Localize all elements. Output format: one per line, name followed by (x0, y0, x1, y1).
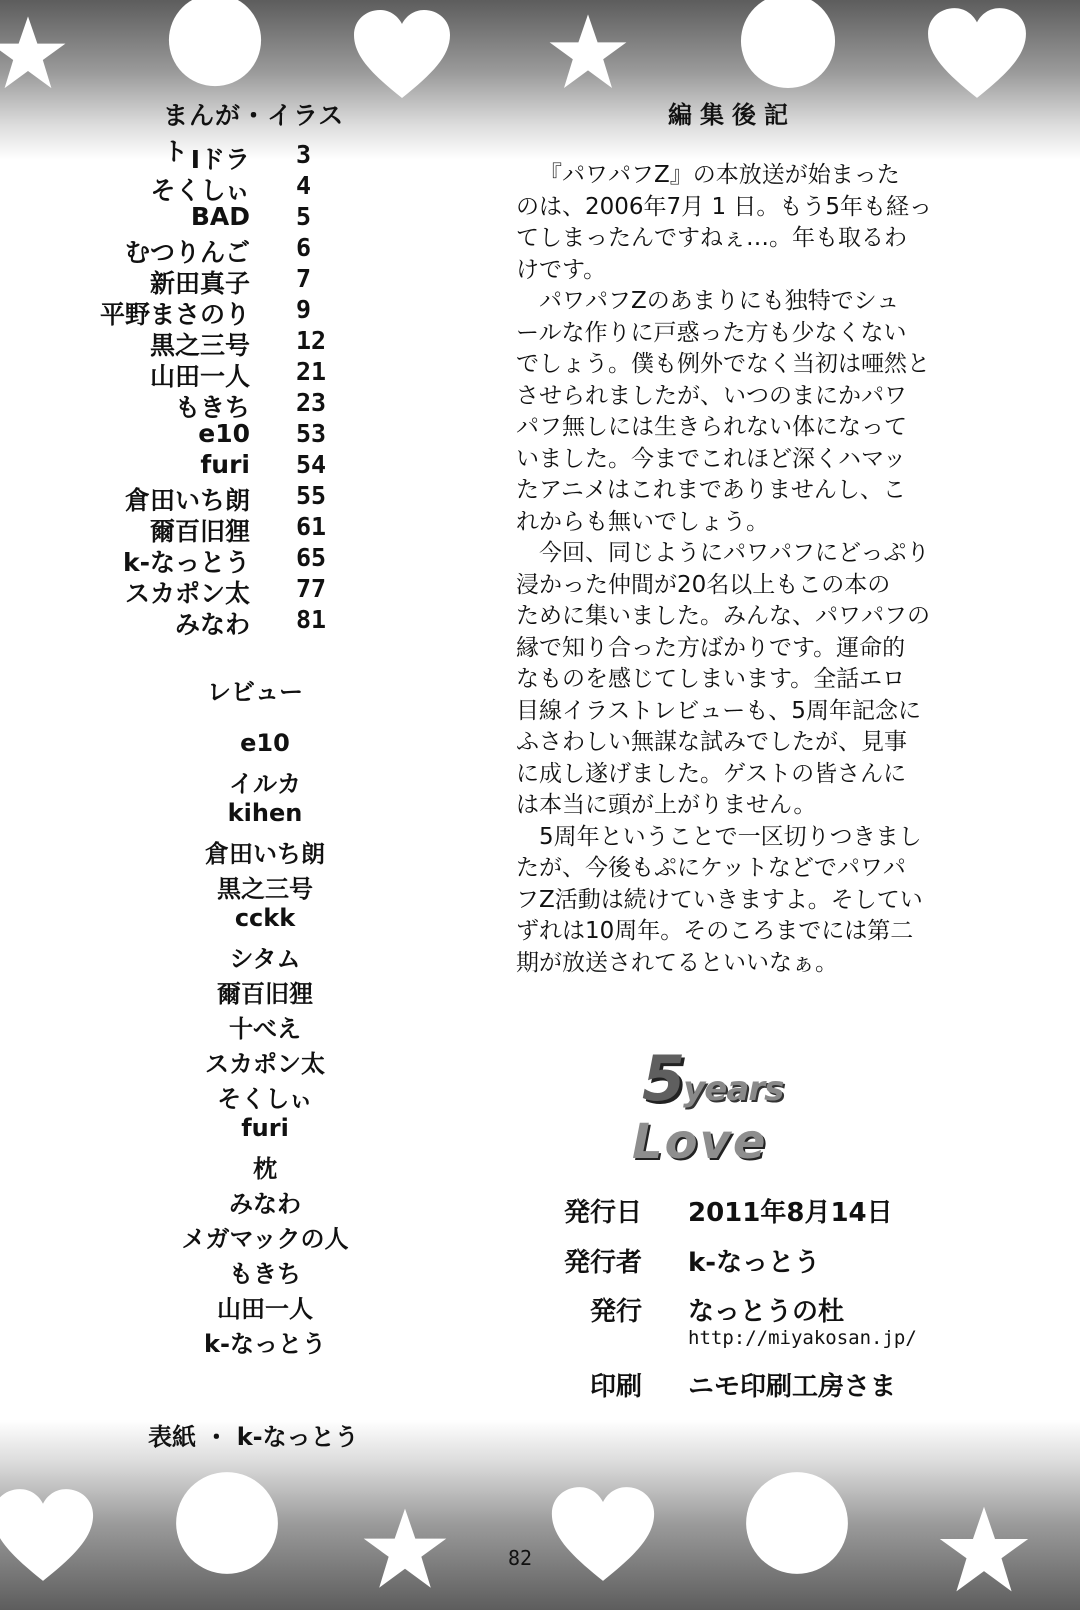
review-item: furi (241, 1114, 289, 1142)
credit-name: e10 (198, 419, 250, 448)
credit-row (70, 326, 340, 360)
issuer-label: 発行 (589, 1297, 642, 1327)
credit-name: そくしぃ (150, 176, 250, 205)
credit-name: 新田真子 (149, 269, 250, 298)
afterword-paragraph: 5周年ということで一区切りつきまし たが、今後もぷにケットなどでパワパ フZ活動は続けていきますよ。そしてい ずれは10周年。そのころまでには第二 期が放送されてるといいなぁ。 (516, 823, 923, 976)
cover-credit: 表紙 ・ k-なっとう (148, 1423, 359, 1451)
credit-page: 77 (296, 574, 327, 603)
credit-page: 3 (296, 140, 312, 169)
review-item: みなわ (229, 1190, 301, 1218)
heart-icon (926, 6, 1028, 100)
star-icon (0, 14, 68, 92)
review-item: そくしぃ (217, 1085, 313, 1113)
publisher-value: k-なっとう (688, 1248, 821, 1278)
credit-row (70, 357, 340, 391)
colophon-issuer-row (540, 1291, 970, 1327)
review-item: 枕 (253, 1155, 277, 1183)
credit-page: 23 (296, 388, 327, 417)
heart-icon (0, 1487, 96, 1583)
credit-row (70, 171, 340, 205)
date-value: 2011年8月14日 (688, 1198, 893, 1228)
review-item: 十べえ (229, 1015, 301, 1043)
credit-name: 黒之三号 (149, 331, 250, 360)
heart-icon (352, 8, 452, 100)
credit-name: 爾百旧狸 (149, 517, 250, 546)
review-item: 黒之三号 (217, 875, 313, 903)
credit-page: 12 (296, 326, 327, 355)
credit-name: 山田一人 (149, 362, 250, 391)
review-item: kihen (227, 799, 303, 827)
colophon-printer-row (540, 1366, 970, 1402)
review-item: メガマックの人 (181, 1225, 349, 1253)
credit-name: BAD (190, 202, 250, 231)
logo-word: years (683, 1069, 784, 1109)
credit-row (70, 233, 340, 267)
credit-row (70, 295, 340, 329)
logo-word-love: Love (632, 1114, 768, 1170)
review-item: k-なっとう (204, 1330, 326, 1358)
five-years-love-logo (632, 1042, 862, 1178)
credit-name: 平野まさのり (99, 300, 250, 329)
date-label: 発行日 (563, 1198, 642, 1228)
colophon-date-row (540, 1192, 970, 1228)
review-item: もきち (229, 1260, 301, 1288)
publisher-label: 発行者 (563, 1248, 642, 1278)
credit-row (70, 574, 340, 608)
afterword-heading: 編集後記 (668, 101, 796, 129)
credit-name: スカポン太 (124, 579, 250, 608)
afterword-paragraph: 『パワパフZ』の本放送が始まった のは、2006年7月 1 日。もう5年も経っ てしまったんですねぇ…。年も取るわ けです。 (516, 162, 933, 283)
credit-name: Iドラ (190, 145, 250, 174)
printer-label: 印刷 (589, 1372, 642, 1402)
credit-page: 54 (296, 450, 327, 479)
credit-page: 53 (296, 419, 327, 448)
afterword-body (516, 160, 976, 979)
star-icon (546, 12, 630, 92)
credit-page: 65 (296, 543, 327, 572)
credits-heading: まんが・イラスト (163, 101, 345, 166)
credit-name: みなわ (174, 610, 250, 639)
logo-top-line (642, 1042, 784, 1115)
credit-name: furi (200, 450, 250, 479)
top-decor-band (0, 0, 1080, 160)
circle-icon (172, 1470, 282, 1576)
star-icon (934, 1504, 1034, 1596)
credit-page: 7 (296, 264, 312, 293)
circle-icon (163, 0, 267, 88)
credit-row (70, 388, 340, 422)
review-item: 倉田いち朗 (205, 840, 325, 868)
credit-row (70, 450, 340, 480)
credit-page: 81 (296, 605, 327, 634)
afterword-paragraph: パワパフZのあまりにも独特でシュ ールな作りに戸惑った方も少なくない でしょう。僕も例外でなく当初は唖然と させられましたが、いつのまにかパワ パフ無しには生きられない体になって いました。今までこれほど深くハマッ たアニメはこれまでありませんし、こ れからも無いでしょう。 (516, 288, 930, 535)
credit-page: 21 (296, 357, 327, 386)
credit-page: 55 (296, 481, 327, 510)
star-icon (360, 1506, 450, 1592)
credit-row (70, 481, 340, 515)
review-item: cckk (234, 904, 296, 932)
colophon-publisher-row (540, 1242, 970, 1278)
credit-page: 9 (296, 295, 312, 324)
credit-page: 6 (296, 233, 312, 262)
page-number: 82 (507, 1546, 533, 1570)
circle-icon (742, 1470, 852, 1576)
credit-row (70, 419, 340, 449)
heart-icon (548, 1485, 658, 1583)
review-item: 爾百旧狸 (217, 980, 313, 1008)
afterword-paragraph: 今回、同じようにパワパフにどっぷり 浸かった仲間が20名以上もこの本の ために集いました。みんな、パワパフの 縁で知り合った方ばかりです。運命的 なものを感じてしまいます。全話エロ 目線イラストレビューも、5周年記念に ふさわしい無謀な試みでしたが、見事 に成し遂げました。ゲストの皆さんに は本当に頭が上がりません。 (516, 540, 930, 818)
credit-row (70, 202, 340, 232)
issuer-value: なっとうの杜 (688, 1297, 845, 1327)
reviews-heading: レビュー (207, 678, 303, 706)
review-item: シタム (229, 945, 301, 973)
credit-page: 4 (296, 171, 312, 200)
credit-page: 61 (296, 512, 327, 541)
logo-number: 5 (642, 1042, 686, 1115)
circle-icon (736, 0, 840, 90)
credit-name: k-なっとう (122, 548, 250, 577)
printer-value: ニモ印刷工房さま (688, 1372, 897, 1402)
credit-row (70, 543, 340, 577)
issuer-url: http://miyakosan.jp/ (688, 1327, 917, 1349)
review-item: e10 (240, 729, 290, 757)
credit-page: 5 (296, 202, 312, 231)
review-item: イルカ (229, 770, 301, 798)
credit-row (70, 264, 340, 298)
credit-name: むつりんご (124, 238, 250, 267)
credit-name: 倉田いち朗 (124, 486, 250, 515)
credit-row (70, 140, 340, 174)
credit-name: もきち (174, 393, 250, 422)
credit-row (70, 512, 340, 546)
review-item: 山田一人 (217, 1295, 313, 1323)
credit-row (70, 605, 340, 639)
review-item: スカポン太 (205, 1050, 325, 1078)
